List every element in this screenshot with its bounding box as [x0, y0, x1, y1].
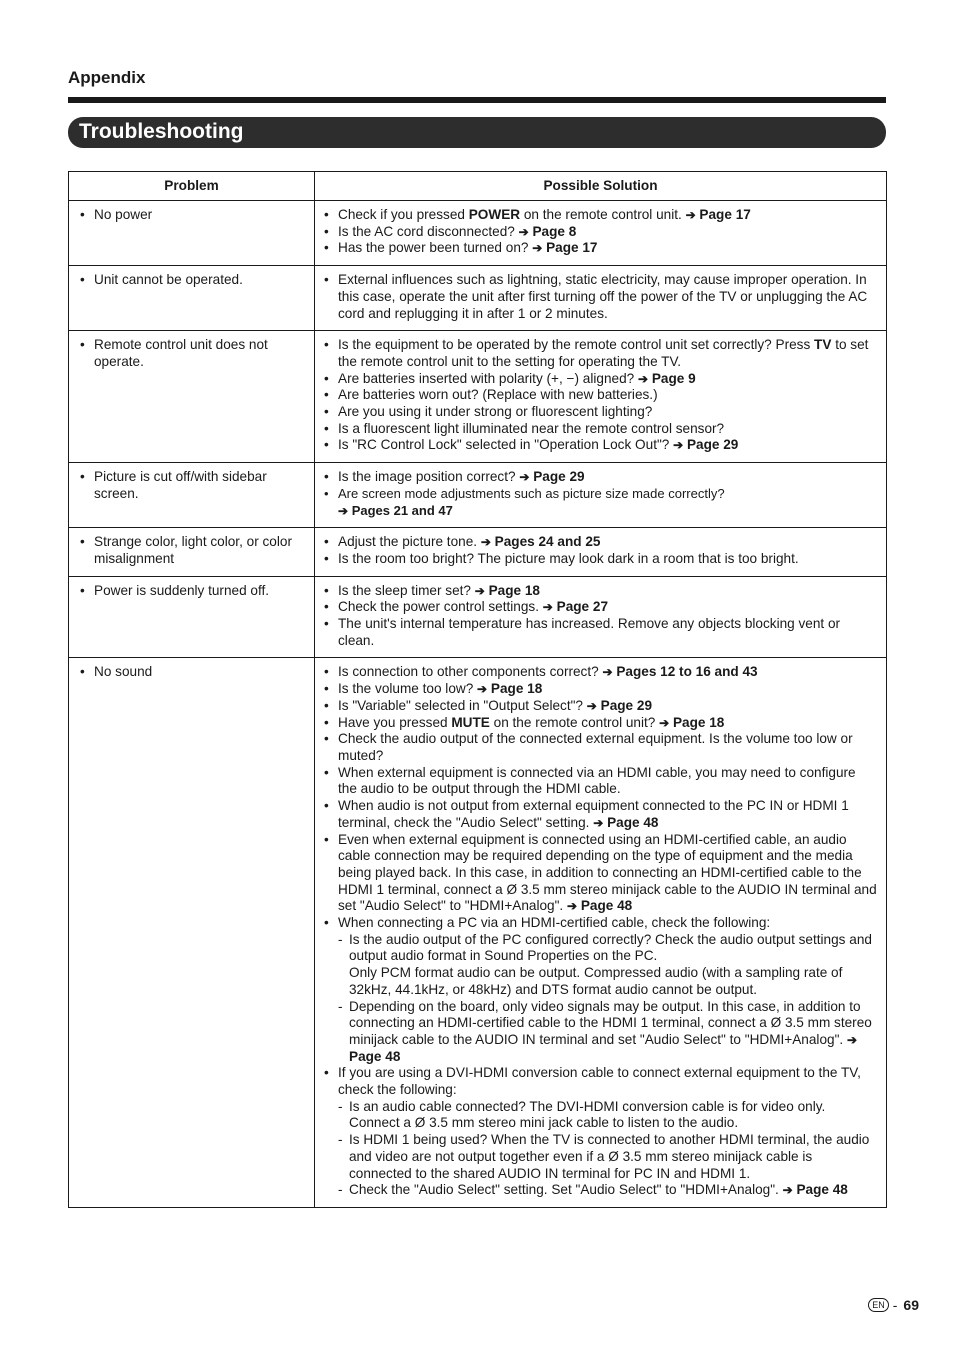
solution-item — [324, 404, 878, 421]
solution-text: Is the room too bright? The picture may look dark in a room that is too bright. — [338, 550, 799, 566]
solution-item — [324, 437, 878, 454]
solution-text: Are you using it under strong or fluorescent lighting? — [338, 404, 653, 420]
problem-cell — [69, 658, 315, 1208]
solution-item — [324, 534, 878, 551]
right-arrow-icon: ➔ — [586, 698, 597, 713]
troubleshooting-table — [68, 171, 887, 1208]
solution-text: Are screen mode adjustments such as picture size made correctly? — [338, 485, 725, 501]
solution-text: If you are using a DVI-HDMI conversion cable to connect external equipment to the TV, check the following: — [338, 1065, 861, 1098]
right-arrow-icon: ➔ — [542, 600, 553, 615]
solution-item — [324, 715, 878, 732]
right-arrow-icon: ➔ — [637, 371, 649, 386]
sub-item-text: Depending on the board, only video signals may be output. In this case, in addition to connecting an HDMI-certified cable to the HDMI 1 terminal, connect a Ø 3.5 mm stereo minijack cable to the AUDIO IN terminal and set "Audio Select" to "HDMI+Analog". — [349, 998, 872, 1047]
problem-cell — [69, 201, 315, 266]
page-ref: Page 29 — [686, 437, 739, 453]
sub-item-text: Check the "Audio Select" setting. Set "Audio Select" to "HDMI+Analog". — [349, 1182, 779, 1198]
problem-cell — [69, 576, 315, 658]
right-arrow-icon: ➔ — [532, 241, 543, 256]
page-ref: Page 27 — [556, 599, 609, 615]
sub-item — [324, 932, 878, 965]
solution-item — [324, 421, 878, 438]
right-arrow-icon: ➔ — [673, 438, 684, 453]
solution-text: Have you pressed — [338, 714, 452, 730]
table-row — [69, 463, 887, 528]
page-ref: Page 48 — [349, 1048, 401, 1064]
table-row — [69, 576, 887, 658]
solution-text: Is "Variable" selected in "Output Select"? — [338, 697, 583, 713]
solution-item — [324, 583, 878, 600]
table-row — [69, 658, 887, 1208]
solution-text: Is a fluorescent light illuminated near the remote control sensor? — [338, 420, 725, 436]
sub-item-text: Is the audio output of the PC configured correctly? Check the audio output settings and output audio format in Sound Properties on the PC. — [349, 931, 872, 964]
right-arrow-icon: ➔ — [685, 208, 696, 222]
page-ref: Page 18 — [490, 681, 543, 697]
solution-item — [324, 371, 878, 388]
solution-item — [324, 224, 878, 241]
solution-text: on the remote control unit. — [520, 207, 682, 222]
page-ref: Page 18 — [488, 582, 540, 598]
sub-item-text: Is an audio cable connected? The DVI-HDMI conversion cable is for video only. Connect a Ø 3.5 mm stereo mini jack cable to listen to the audio. — [349, 1098, 826, 1131]
page-ref: Pages 12 to 16 and 43 — [616, 664, 758, 680]
right-arrow-icon: ➔ — [602, 665, 613, 680]
right-arrow-icon: ➔ — [846, 1032, 858, 1047]
solution-text: When connecting a PC via an HDMI-certified cable, check the following: — [338, 915, 771, 931]
page-ref: Page 29 — [533, 469, 585, 485]
page-ref: Page 17 — [699, 207, 751, 222]
page-ref: Pages 24 and 25 — [494, 534, 601, 550]
problem-cell — [69, 331, 315, 463]
solution-item — [324, 681, 878, 698]
problem-cell — [69, 463, 315, 528]
solution-cell — [315, 201, 887, 266]
solution-item — [324, 832, 878, 916]
button-name: TV — [814, 337, 832, 353]
solution-text: to set the remote control unit to the setting for operating the TV. — [338, 337, 869, 369]
solution-item — [324, 765, 878, 798]
page-ref: Pages 21 and 47 — [351, 502, 453, 518]
solution-text: Is the volume too low? — [338, 681, 474, 697]
solution-item — [324, 915, 878, 932]
solution-text: Check the audio output of the connected external equipment. Is the volume too low or muted? — [338, 731, 853, 763]
right-arrow-icon: ➔ — [480, 535, 491, 550]
problem-text: • Picture is cut off/with sidebar screen. — [80, 469, 308, 502]
right-arrow-icon: ➔ — [782, 1183, 793, 1198]
solution-text: Check the power control settings. — [338, 599, 539, 615]
problem-text: • Strange color, light color, or color misalignment — [80, 534, 308, 567]
sub-item — [324, 999, 878, 1066]
right-arrow-icon: ➔ — [567, 899, 578, 914]
solution-cell — [315, 528, 887, 576]
right-arrow-icon: ➔ — [477, 682, 488, 697]
solution-cell — [315, 576, 887, 658]
solution-text: The unit's internal temperature has increased. Remove any objects blocking vent or clean. — [338, 616, 841, 648]
solution-item — [324, 798, 878, 831]
solution-item — [324, 240, 878, 257]
solution-cell — [315, 463, 887, 528]
table-row — [69, 528, 887, 576]
page-footer — [868, 1297, 919, 1313]
solution-item — [324, 272, 878, 322]
solution-item — [324, 698, 878, 715]
problem-text: • No sound — [80, 664, 308, 681]
solution-text: on the remote control unit? — [489, 714, 656, 730]
header-rule — [68, 97, 886, 103]
solution-cell — [315, 266, 887, 331]
page-ref: Page 29 — [600, 697, 653, 713]
right-arrow-icon: ➔ — [659, 715, 670, 730]
page-title: Troubleshooting — [79, 120, 244, 143]
right-arrow-icon: ➔ — [338, 503, 349, 518]
page-number: 69 — [903, 1297, 919, 1313]
problem-text: • Power is suddenly turned off. — [80, 583, 308, 600]
sub-item-text: Is HDMI 1 being used? When the TV is connected to another HDMI terminal, the audio and video are not output together even if a Ø 3.5 mm stereo minijack cable is connected to the shared AUDIO IN terminal for PC IN and HDMI 1. — [349, 1132, 870, 1181]
solution-text: Is the AC cord disconnected? — [338, 223, 515, 239]
solution-text: Is connection to other components correct? — [338, 664, 599, 680]
right-arrow-icon: ➔ — [519, 470, 530, 485]
solution-text: Is the sleep timer set? — [338, 582, 471, 598]
button-name: POWER — [468, 207, 521, 222]
solution-text: Has the power been turned on? — [338, 240, 529, 256]
solution-text: Is the image position correct? — [338, 469, 516, 485]
solution-item — [324, 731, 878, 764]
problem-cell — [69, 528, 315, 576]
language-badge: EN — [868, 1298, 889, 1312]
sub-item — [324, 1099, 878, 1132]
solution-item — [324, 616, 878, 649]
table-row — [69, 266, 887, 331]
page-ref: Page 48 — [607, 814, 659, 830]
solution-item — [324, 207, 878, 224]
solution-item — [324, 1065, 878, 1098]
problem-cell — [69, 266, 315, 331]
sub-item-continuation: Only PCM format audio can be output. Compressed audio (with a sampling rate of 32kHz, 44.1kHz, or 48kHz) and DTS format audio cannot be output. — [349, 965, 843, 997]
table-row — [69, 201, 887, 266]
title-bar — [68, 117, 886, 148]
solution-text: Is the equipment to be operated by the remote control unit set correctly? Press — [338, 337, 815, 353]
solution-header: Possible Solution — [315, 172, 887, 201]
problem-text: • Remote control unit does not operate. — [80, 337, 308, 370]
page-ref-line — [338, 503, 878, 520]
solution-text: Check if you pressed — [338, 207, 469, 222]
solution-text: When audio is not output from external equipment connected to the PC IN or HDMI 1 terminal, check the "Audio Select" setting. — [338, 798, 849, 830]
table-row — [69, 331, 887, 463]
problem-header: Problem — [69, 172, 315, 201]
right-arrow-icon: ➔ — [593, 815, 604, 830]
right-arrow-icon: ➔ — [474, 583, 485, 598]
footer-separator: - — [892, 1297, 898, 1313]
solution-item — [324, 664, 878, 681]
sub-item — [324, 1132, 878, 1182]
solution-item — [324, 337, 878, 370]
button-name: MUTE — [451, 714, 490, 730]
problem-text: • Unit cannot be operated. — [80, 272, 308, 289]
solution-text: When external equipment is connected via an HDMI cable, you may need to configure the audio to be output through the HDMI cable. — [338, 764, 856, 797]
solution-text: External influences such as lightning, static electricity, may cause improper operation. In this case, operate the unit after first turning off the power of the TV or unplugging the AC cord and replugging it in after 1 or 2 minutes. — [338, 272, 868, 321]
solution-cell — [315, 658, 887, 1208]
table-header-row — [69, 172, 887, 201]
page-ref: Page 48 — [580, 898, 633, 914]
page-ref: Page 17 — [546, 240, 598, 256]
solution-text: Even when external equipment is connected using an HDMI-certified cable, an audio cable connection may be required depending on the type of equipment and the media being played back. In this case, in addition to connecting an HDMI-certified cable to the HDMI 1 terminal, connect a Ø 3.5 mm stereo minijack cable to the AUDIO IN terminal and set "Audio Select" to "HDMI+Analog". — [338, 831, 877, 914]
solution-text: Are batteries inserted with polarity (+, −) aligned? — [338, 370, 635, 386]
section-label: Appendix — [68, 68, 146, 87]
page-ref: Page 9 — [651, 370, 696, 386]
solution-text: Are batteries worn out? (Replace with new batteries.) — [338, 387, 658, 403]
page-ref: Page 48 — [796, 1182, 848, 1198]
solution-cell — [315, 331, 887, 463]
solution-item — [324, 469, 878, 486]
solution-text: Adjust the picture tone. — [338, 534, 478, 550]
page-ref: Page 18 — [672, 714, 725, 730]
solution-item — [324, 387, 878, 404]
problem-text: • No power — [80, 207, 308, 224]
solution-item — [324, 486, 878, 519]
solution-text: Is "RC Control Lock" selected in "Operation Lock Out"? — [338, 437, 670, 453]
right-arrow-icon: ➔ — [518, 224, 529, 239]
sub-item — [324, 1182, 878, 1199]
page-ref: Page 8 — [532, 223, 577, 239]
solution-item — [324, 551, 878, 568]
solution-item — [324, 599, 878, 616]
